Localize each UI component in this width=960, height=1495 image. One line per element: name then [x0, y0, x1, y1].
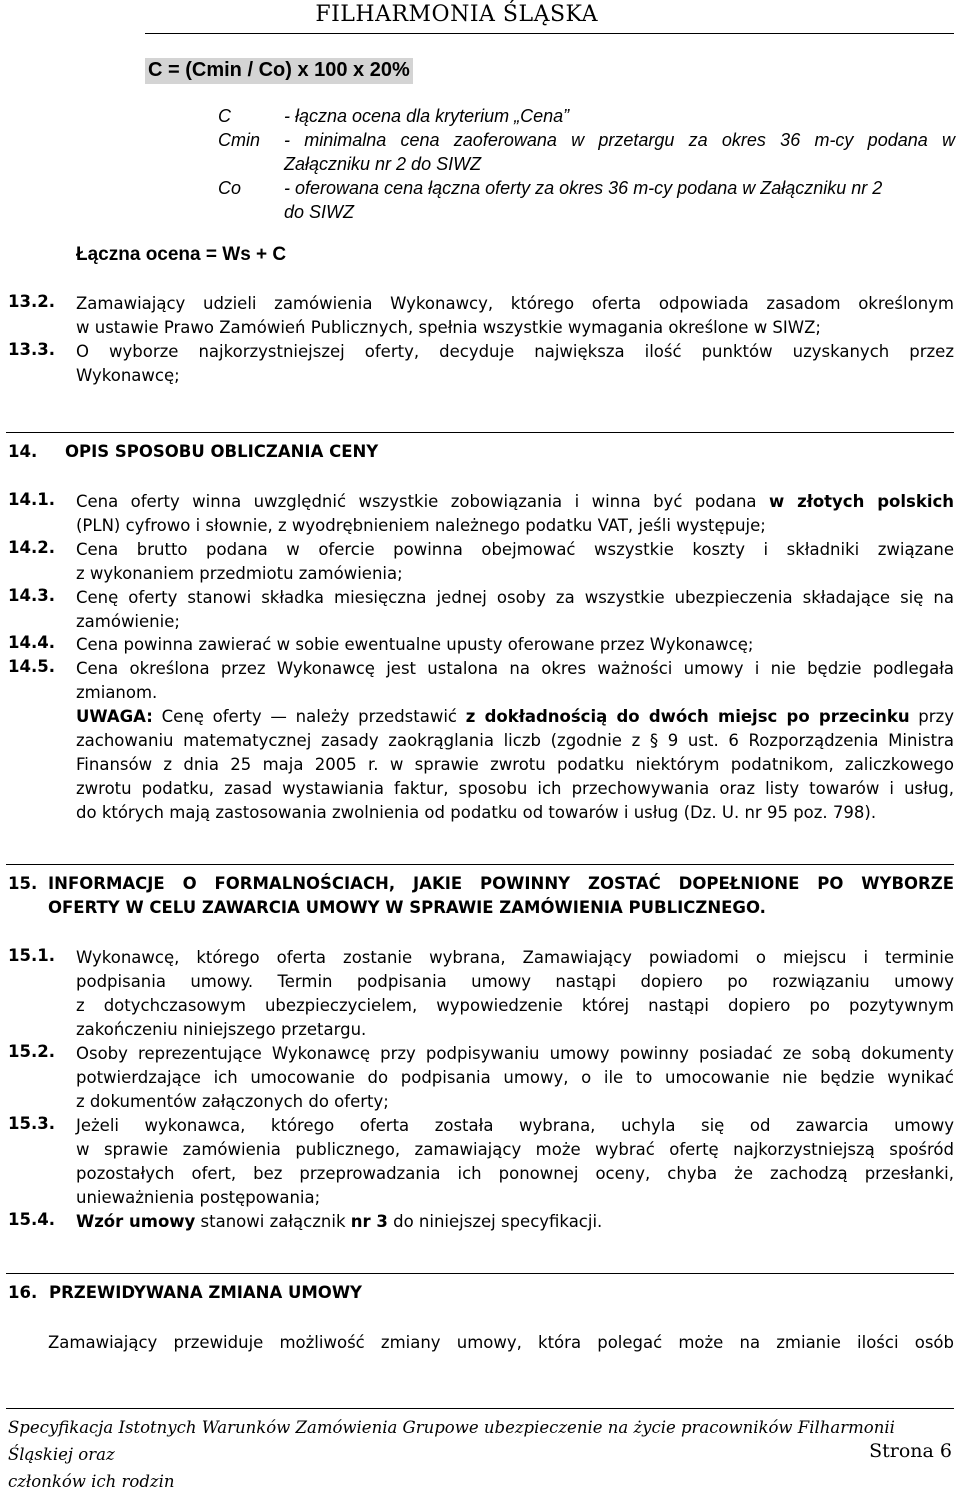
section-heading-15-line2: OFERTY W CELU ZAWARCIA UMOWY W SPRAWIE ZAMÓWIENIA PUBLICZNEGO.: [48, 898, 766, 917]
paragraph-15-1-line2: podpisania umowy. Termin podpisania umowy nastąpi dopiero po rozwiązaniu umowy: [76, 972, 954, 991]
footer: [8, 1414, 958, 1495]
paragraph-14-1-line1: [76, 490, 954, 514]
paragraph-16-line1: Zamawiający przewiduje możliwość zmiany umowy, która polegać może na zmianie ilości osób: [48, 1333, 954, 1352]
paragraph-15-4: [76, 1210, 954, 1234]
uwaga-text-end: przy: [909, 707, 954, 726]
attachment-number: nr 3: [350, 1212, 388, 1231]
paragraph-15-2-line2: potwierdzające ich umocowanie do podpisania umowy, o ile to umocowanie nie będzie wynikać: [76, 1068, 954, 1087]
section-heading-15-line1: INFORMACJE O FORMALNOŚCIACH, JAKIE POWINNY ZOSTAĆ DOPEŁNIONE PO WYBORZE: [48, 874, 954, 893]
paragraph-14-2-line2: z wykonaniem przedmiotu zamówienia;: [76, 564, 403, 583]
paragraph-13-3-line1: O wyborze najkorzystniejszej oferty, decyduje największa ilość punktów uzyskanych przez: [76, 342, 954, 361]
paragraph-15-1-line3: z dotychczasowym ubezpieczycielem, wypowiedzenie której nastąpi dopiero po pozytywnym: [76, 996, 954, 1015]
section-rule-14: [6, 432, 954, 433]
paragraph-14-1-text: Cena oferty winna uwzględnić wszystkie zobowiązania i winna być podana: [76, 492, 769, 511]
paragraph-13-2-line2: w ustawie Prawo Zamówień Publicznych, spełnia wszystkie wymagania określone w SIWZ;: [76, 318, 821, 337]
paragraph-number-13-2: 13.2.: [8, 292, 55, 311]
legend-symbol-c: C: [218, 106, 231, 126]
paragraph-number-14-5: 14.5.: [8, 657, 55, 676]
uwaga-line3: Finansów z dnia 25 maja 2005 r. w sprawie zwrotu podatku niektórym podatnikom, zaliczkowego: [76, 755, 954, 774]
paragraph-14-5-line2: zmianom.: [76, 683, 158, 702]
legend-desc-co-line2: do SIWZ: [284, 202, 355, 222]
paragraph-number-14-4: 14.4.: [8, 633, 55, 652]
footer-line1: Specyfikacja Istotnych Warunków Zamówienia Grupowe ubezpieczenie na życie pracowników Filharmonii Śląskiej oraz: [8, 1418, 895, 1464]
uwaga-label: UWAGA:: [76, 707, 153, 726]
paragraph-15-4-text-end: do niniejszej specyfikacji.: [387, 1212, 603, 1231]
paragraph-14-1-emphasis: w złotych polskich: [768, 492, 955, 511]
paragraph-14-3-line2: zamówienie;: [76, 612, 180, 631]
paragraph-15-2-line1: Osoby reprezentujące Wykonawcę przy podpisywaniu umowy powinny posiadać ze sobą dokumenty: [76, 1044, 954, 1063]
paragraph-14-2-line1: Cena brutto podana w ofercie powinna obejmować wszystkie koszty i składniki związane: [76, 540, 954, 559]
footer-line2: członków ich rodzin: [8, 1472, 175, 1491]
paragraph-15-4-text: stanowi załącznik: [195, 1212, 351, 1231]
total-score-formula: Łączna ocena = Ws + C: [76, 244, 287, 265]
header-rule: [145, 33, 954, 34]
paragraph-15-3-line1: Jeżeli wykonawca, którego oferta została wybrana, uchyla się od zawarcia umowy: [76, 1116, 954, 1135]
uwaga-line4: zwrotu podatku, zasad wystawiania faktur, sposobu ich przechowywania oraz listy towarów i usług,: [76, 779, 954, 798]
uwaga-line5: do których mają zastosowania zwolnienia od podatku od towarów i usług (Dz. U. nr 95 poz. 798).: [76, 803, 877, 822]
paragraph-13-2-line1: Zamawiający udzieli zamówienia Wykonawcy, którego oferta odpowiada zasadom określonym: [76, 294, 954, 313]
paragraph-number-15-2: 15.2.: [8, 1042, 55, 1061]
paragraph-number-14-3: 14.3.: [8, 586, 55, 605]
uwaga-emphasis: z dokładnością do dwóch miejsc po przecinku: [465, 707, 910, 726]
page-number: Strona 6: [869, 1440, 952, 1462]
legend-symbol-co: Co: [218, 178, 242, 198]
section-number-14: 14.: [8, 442, 38, 461]
legend-desc-cmin-line1: - minimalna cena zaoferowana w przetargu za okres 36 m-cy podana w: [284, 130, 955, 150]
section-rule-16: [6, 1273, 954, 1274]
uwaga-line1: [76, 705, 954, 729]
paragraph-15-2-line3: z dokumentów załączonych do oferty;: [76, 1092, 389, 1111]
paragraph-number-15-1: 15.1.: [8, 946, 55, 965]
legend-desc-cmin-line2: Załączniku nr 2 do SIWZ: [284, 154, 482, 174]
paragraph-number-14-1: 14.1.: [8, 490, 55, 509]
paragraph-number-15-4: 15.4.: [8, 1210, 55, 1229]
paragraph-15-1-line4: zakończeniu niniejszego przetargu.: [76, 1020, 367, 1039]
paragraph-number-13-3: 13.3.: [8, 340, 55, 359]
paragraph-14-1-line2: (PLN) cyfrowo i słownie, z wyodrębnieniem należnego podatku VAT, jeśli występuje;: [76, 516, 766, 535]
paragraph-number-14-2: 14.2.: [8, 538, 55, 557]
legend-desc-c: - łączna ocena dla kryterium „Cena”: [284, 106, 570, 126]
paragraph-15-1-line1: Wykonawcę, którego oferta zostanie wybrana, Zamawiający powiadomi o miejscu i terminie: [76, 948, 954, 967]
section-rule-15: [6, 864, 954, 865]
uwaga-line2: zachowaniu matematycznej zasady zaokrąglania liczb (zgodnie z § 9 ust. 6 Rozporządzenia Ministra: [76, 731, 954, 750]
footer-rule: [6, 1408, 954, 1409]
contract-template-label: Wzór umowy: [76, 1212, 196, 1231]
paragraph-number-15-3: 15.3.: [8, 1114, 55, 1133]
section-number-16: 16.: [8, 1283, 38, 1302]
document-header-title: FILHARMONIA ŚLĄSKA: [315, 2, 598, 27]
paragraph-14-5-line1: Cena określona przez Wykonawcę jest ustalona na okres ważności umowy i nie będzie podlegała: [76, 659, 954, 678]
paragraph-15-3-line4: unieważnienia postępowania;: [76, 1188, 321, 1207]
paragraph-13-3-line2: Wykonawcę;: [76, 366, 180, 385]
section-heading-14: OPIS SPOSOBU OBLICZANIA CENY: [65, 442, 379, 461]
section-number-15: 15.: [8, 874, 38, 893]
paragraph-14-3-line1: Cenę oferty stanowi składka miesięczna jednej osoby za wszystkie ubezpieczenia składające się na: [76, 588, 954, 607]
paragraph-14-4-line1: Cena powinna zawierać w sobie ewentualne upusty oferowane przez Wykonawcę;: [76, 635, 754, 654]
price-formula: C = (Cmin / Co) x 100 x 20%: [145, 58, 413, 84]
uwaga-text: Cenę oferty — należy przedstawić: [152, 707, 466, 726]
legend-symbol-cmin: Cmin: [218, 130, 261, 150]
section-heading-16: PRZEWIDYWANA ZMIANA UMOWY: [49, 1283, 362, 1302]
paragraph-15-3-line3: pozostałych ofert, bez przeprowadzania ich ponownej oceny, chyba że zachodzą przesłanki,: [76, 1164, 954, 1183]
legend-desc-co-line1: - oferowana cena łączna oferty za okres 36 m-cy podana w Załączniku nr 2: [284, 178, 883, 198]
paragraph-15-3-line2: w sprawie zamówienia publicznego, zamawiający może wybrać ofertę najkorzystniejszą spośród: [76, 1140, 954, 1159]
